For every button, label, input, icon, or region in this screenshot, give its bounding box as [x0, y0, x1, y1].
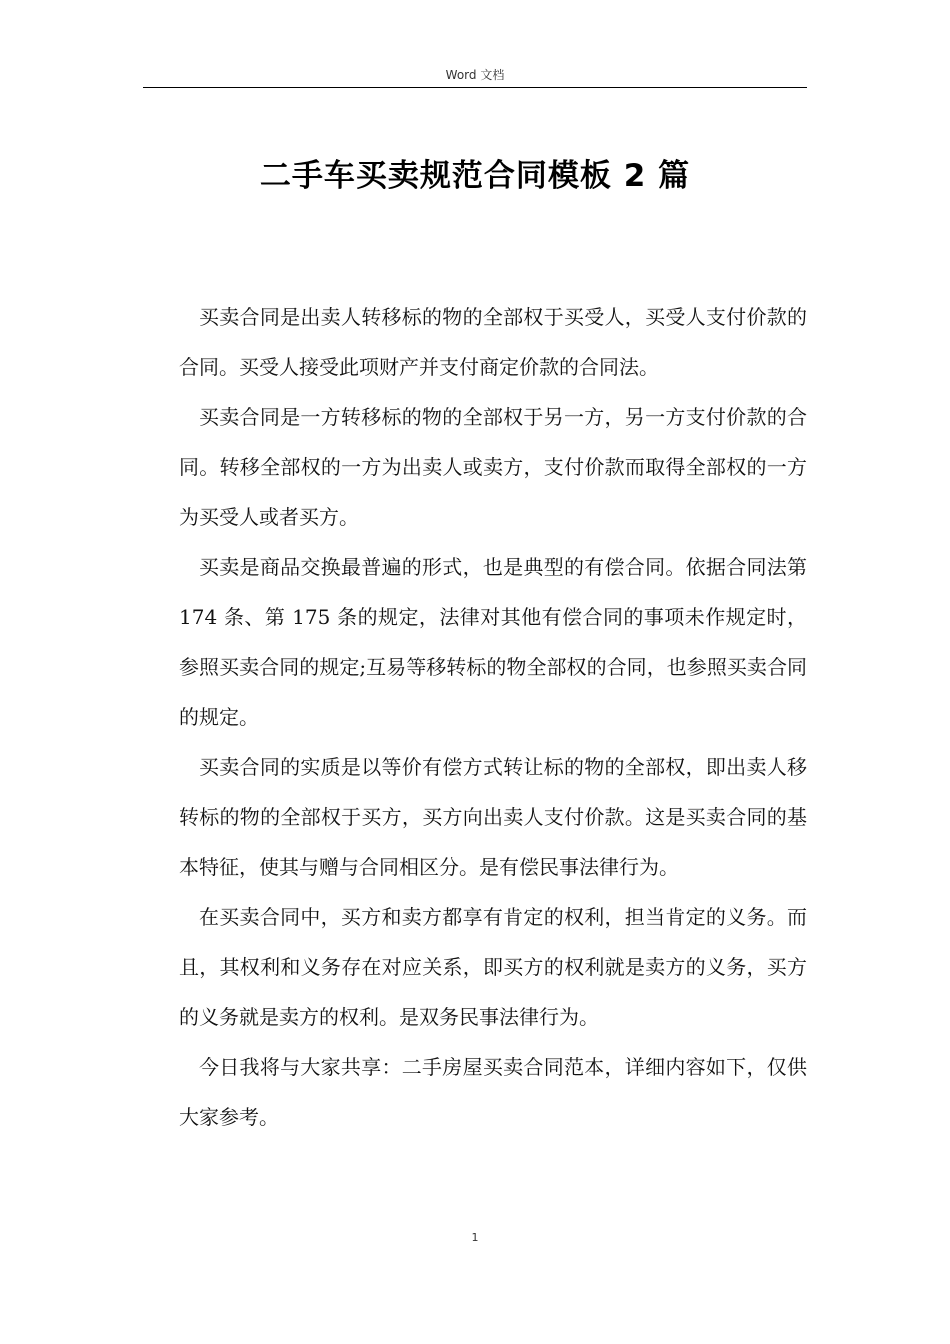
paragraph-3: 买卖是商品交换最普遍的形式，也是典型的有偿合同。依据合同法第 174 条、第 175 条的规定，法律对其他有偿合同的事项未作规定时，参照买卖合同的规定;互易等移转标的物全部权的合同，也参照买卖合同的规定。 — [179, 555, 807, 729]
header-divider — [143, 87, 807, 88]
page-header: Word 文档 — [445, 68, 505, 82]
paragraph-5: 在买卖合同中，买方和卖方都享有肯定的权利，担当肯定的义务。而且，其权利和义务存在对应关系，即买方的权利就是卖方的义务，买方的义务就是卖方的权利。是双务民事法律行为。 — [179, 905, 807, 1029]
page-number: 1 — [471, 1231, 479, 1244]
paragraph-4: 买卖合同的实质是以等价有偿方式转让标的物的全部权，即出卖人移转标的物的全部权于买方，买方向出卖人支付价款。这是买卖合同的基本特征，使其与赠与合同相区分。是有偿民事法律行为。 — [179, 755, 807, 879]
paragraph-2: 买卖合同是一方转移标的物的全部权于另一方，另一方支付价款的合同。转移全部权的一方为出卖人或卖方，支付价款而取得全部权的一方为买受人或者买方。 — [179, 405, 807, 529]
document-body — [179, 292, 807, 1142]
document-title: 二手车买卖规范合同模板 2 篇 — [259, 158, 691, 194]
paragraph-6: 今日我将与大家共享：二手房屋买卖合同范本，详细内容如下，仅供大家参考。 — [179, 1055, 807, 1129]
paragraph-1: 买卖合同是出卖人转移标的物的全部权于买受人，买受人支付价款的合同。买受人接受此项财产并支付商定价款的合同法。 — [179, 305, 807, 379]
